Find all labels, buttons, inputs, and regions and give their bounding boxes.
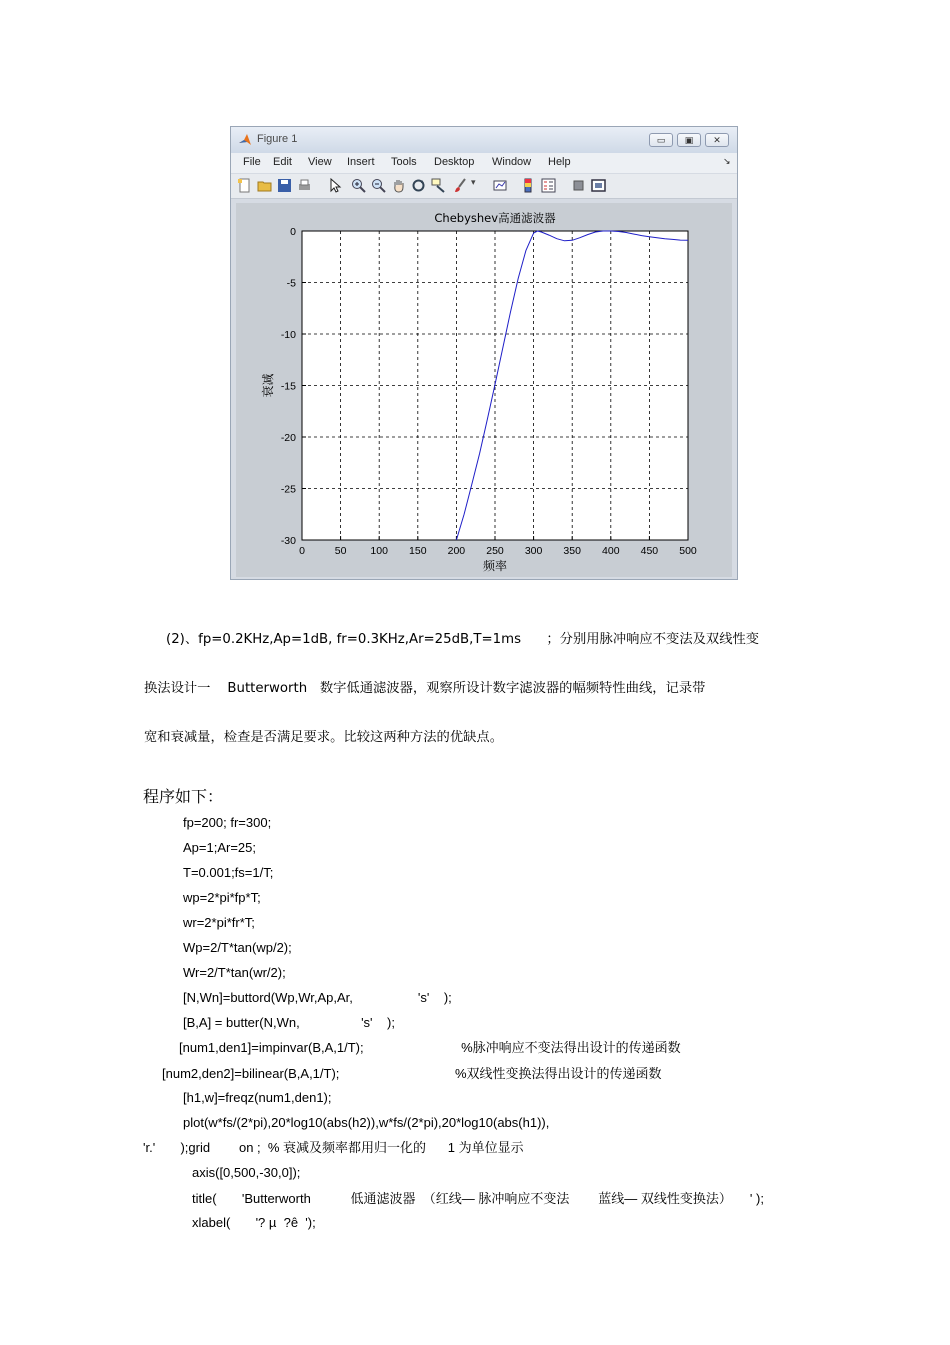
code-line: title( 'Butterworth 低通滤波器 （红线— 脉冲响应不变法 蓝线— 双线性变换法） ' ); [192, 1191, 764, 1206]
code-line: T=0.001;fs=1/T; [183, 865, 274, 880]
plot-area [236, 203, 732, 577]
y-tick-label: -20 [280, 432, 296, 444]
window-title: Figure 1 [257, 133, 298, 145]
x-tick-label: 0 [299, 545, 305, 557]
x-tick-label: 100 [370, 545, 388, 557]
dock-arrow-icon[interactable]: ↘ [723, 156, 731, 166]
code-line: axis([0,500,-30,0]); [192, 1165, 301, 1180]
menu-view[interactable]: View [308, 156, 332, 168]
y-tick-label: -15 [280, 380, 296, 393]
x-tick-label: 200 [447, 545, 466, 557]
close-button[interactable] [705, 133, 729, 147]
maximize-icon: ▣ [684, 136, 694, 146]
x-tick-label: 350 [563, 545, 581, 557]
code-line: [h1,w]=freqz(num1,den1); [183, 1090, 332, 1105]
menu-edit[interactable]: Edit [273, 156, 292, 168]
legend-icon[interactable] [541, 178, 556, 193]
title-bar [231, 127, 737, 154]
code-line: [num2,den2]=bilinear(B,A,1/T); %双线性变换法得出设计的传递函数 [162, 1066, 662, 1081]
matlab-logo-icon [238, 133, 252, 147]
menu-tools[interactable]: Tools [391, 156, 417, 168]
code-line: wp=2*pi*fp*T; [183, 890, 261, 905]
zoom-in-icon[interactable] [351, 178, 366, 193]
maximize-button[interactable] [677, 133, 701, 147]
toolbar [231, 174, 737, 199]
problem-2-line-3: 宽和衰减量，检查是否满足要求。比较这两种方法的优缺点。 [144, 730, 504, 745]
linked-plot-icon[interactable] [493, 178, 508, 193]
code-line: [num1,den1]=impinvar(B,A,1/T); %脉冲响应不变法得出设计的传递函数 [179, 1040, 681, 1055]
pan-icon[interactable] [391, 178, 406, 193]
y-axis-label: 衰减 [261, 373, 275, 398]
menu-desktop[interactable]: Desktop [434, 156, 475, 168]
chebyshev-chart [236, 203, 732, 577]
code-line: Ap=1;Ar=25; [183, 840, 256, 855]
figure-window [230, 126, 738, 580]
code-line: fp=200; fr=300; [183, 815, 272, 830]
code-line: xlabel( '? µ ?ê '); [192, 1215, 316, 1230]
code-line: plot(w*fs/(2*pi),20*log10(abs(h2)),w*fs/(2*pi),20*log10(abs(h1)), [183, 1115, 550, 1130]
code-line: Wr=2/T*tan(wr/2); [183, 965, 286, 980]
menu-file[interactable]: File [243, 156, 261, 168]
menu-help[interactable]: Help [548, 156, 571, 168]
chart-title: Chebyshev高通滤波器 [434, 211, 556, 225]
zoom-out-icon[interactable] [371, 178, 386, 193]
code-line: [N,Wn]=buttord(Wp,Wr,Ap,Ar, 's' ); [183, 990, 452, 1005]
x-axis-label: 频率 [482, 559, 508, 573]
minimize-icon: ▭ [656, 136, 666, 146]
menu-bar [231, 153, 737, 173]
code-line: [B,A] = butter(N,Wn, 's' ); [183, 1015, 395, 1030]
x-tick-label: 50 [334, 545, 347, 557]
pointer-icon[interactable] [327, 178, 342, 193]
code-line: wr=2*pi*fr*T; [183, 915, 255, 930]
x-tick-label: 500 [679, 545, 697, 557]
problem-2-line-2: 换法设计一 Butterworth 数字低通滤波器，观察所设计数字滤波器的幅频特性曲线，记录带 [144, 681, 706, 696]
new-figure-icon[interactable] [237, 178, 252, 193]
y-tick-label: 0 [290, 226, 296, 238]
close-icon: ✕ [713, 136, 721, 146]
brush-dropdown-icon[interactable]: ▾ [471, 178, 476, 188]
problem-2-line-1: (2)、fp=0.2KHz,Ap=1dB, fr=0.3KHz,Ar=25dB,T=1ms ；分别用脉冲响应不变法及双线性变 [166, 632, 760, 647]
code-line: Wp=2/T*tan(wp/2); [183, 940, 292, 955]
rotate-icon[interactable] [411, 178, 426, 193]
open-file-icon[interactable] [257, 178, 272, 193]
x-tick-label: 450 [640, 545, 659, 557]
data-cursor-icon[interactable] [431, 178, 446, 193]
show-plot-tools-icon[interactable] [591, 178, 606, 193]
menu-insert[interactable]: Insert [347, 156, 375, 168]
x-tick-label: 150 [409, 545, 427, 557]
save-icon[interactable] [277, 178, 292, 193]
y-tick-label: -30 [280, 535, 296, 547]
print-icon[interactable] [297, 178, 312, 193]
y-tick-label: -25 [280, 483, 296, 496]
x-tick-label: 300 [524, 545, 543, 557]
menu-window[interactable]: Window [492, 156, 532, 168]
hide-plot-tools-icon[interactable] [571, 178, 586, 193]
y-tick-label: -5 [286, 277, 296, 290]
program-heading: 程序如下： [143, 787, 224, 806]
minimize-button[interactable] [649, 133, 673, 147]
colorbar-icon[interactable] [521, 178, 536, 193]
y-tick-label: -10 [280, 329, 296, 341]
brush-icon[interactable] [453, 178, 468, 193]
code-line: 'r.' );grid on ; % 衰减及频率都用归一化的 1 为单位显示 [143, 1140, 524, 1155]
x-tick-label: 250 [486, 545, 504, 557]
x-tick-label: 400 [602, 545, 620, 557]
